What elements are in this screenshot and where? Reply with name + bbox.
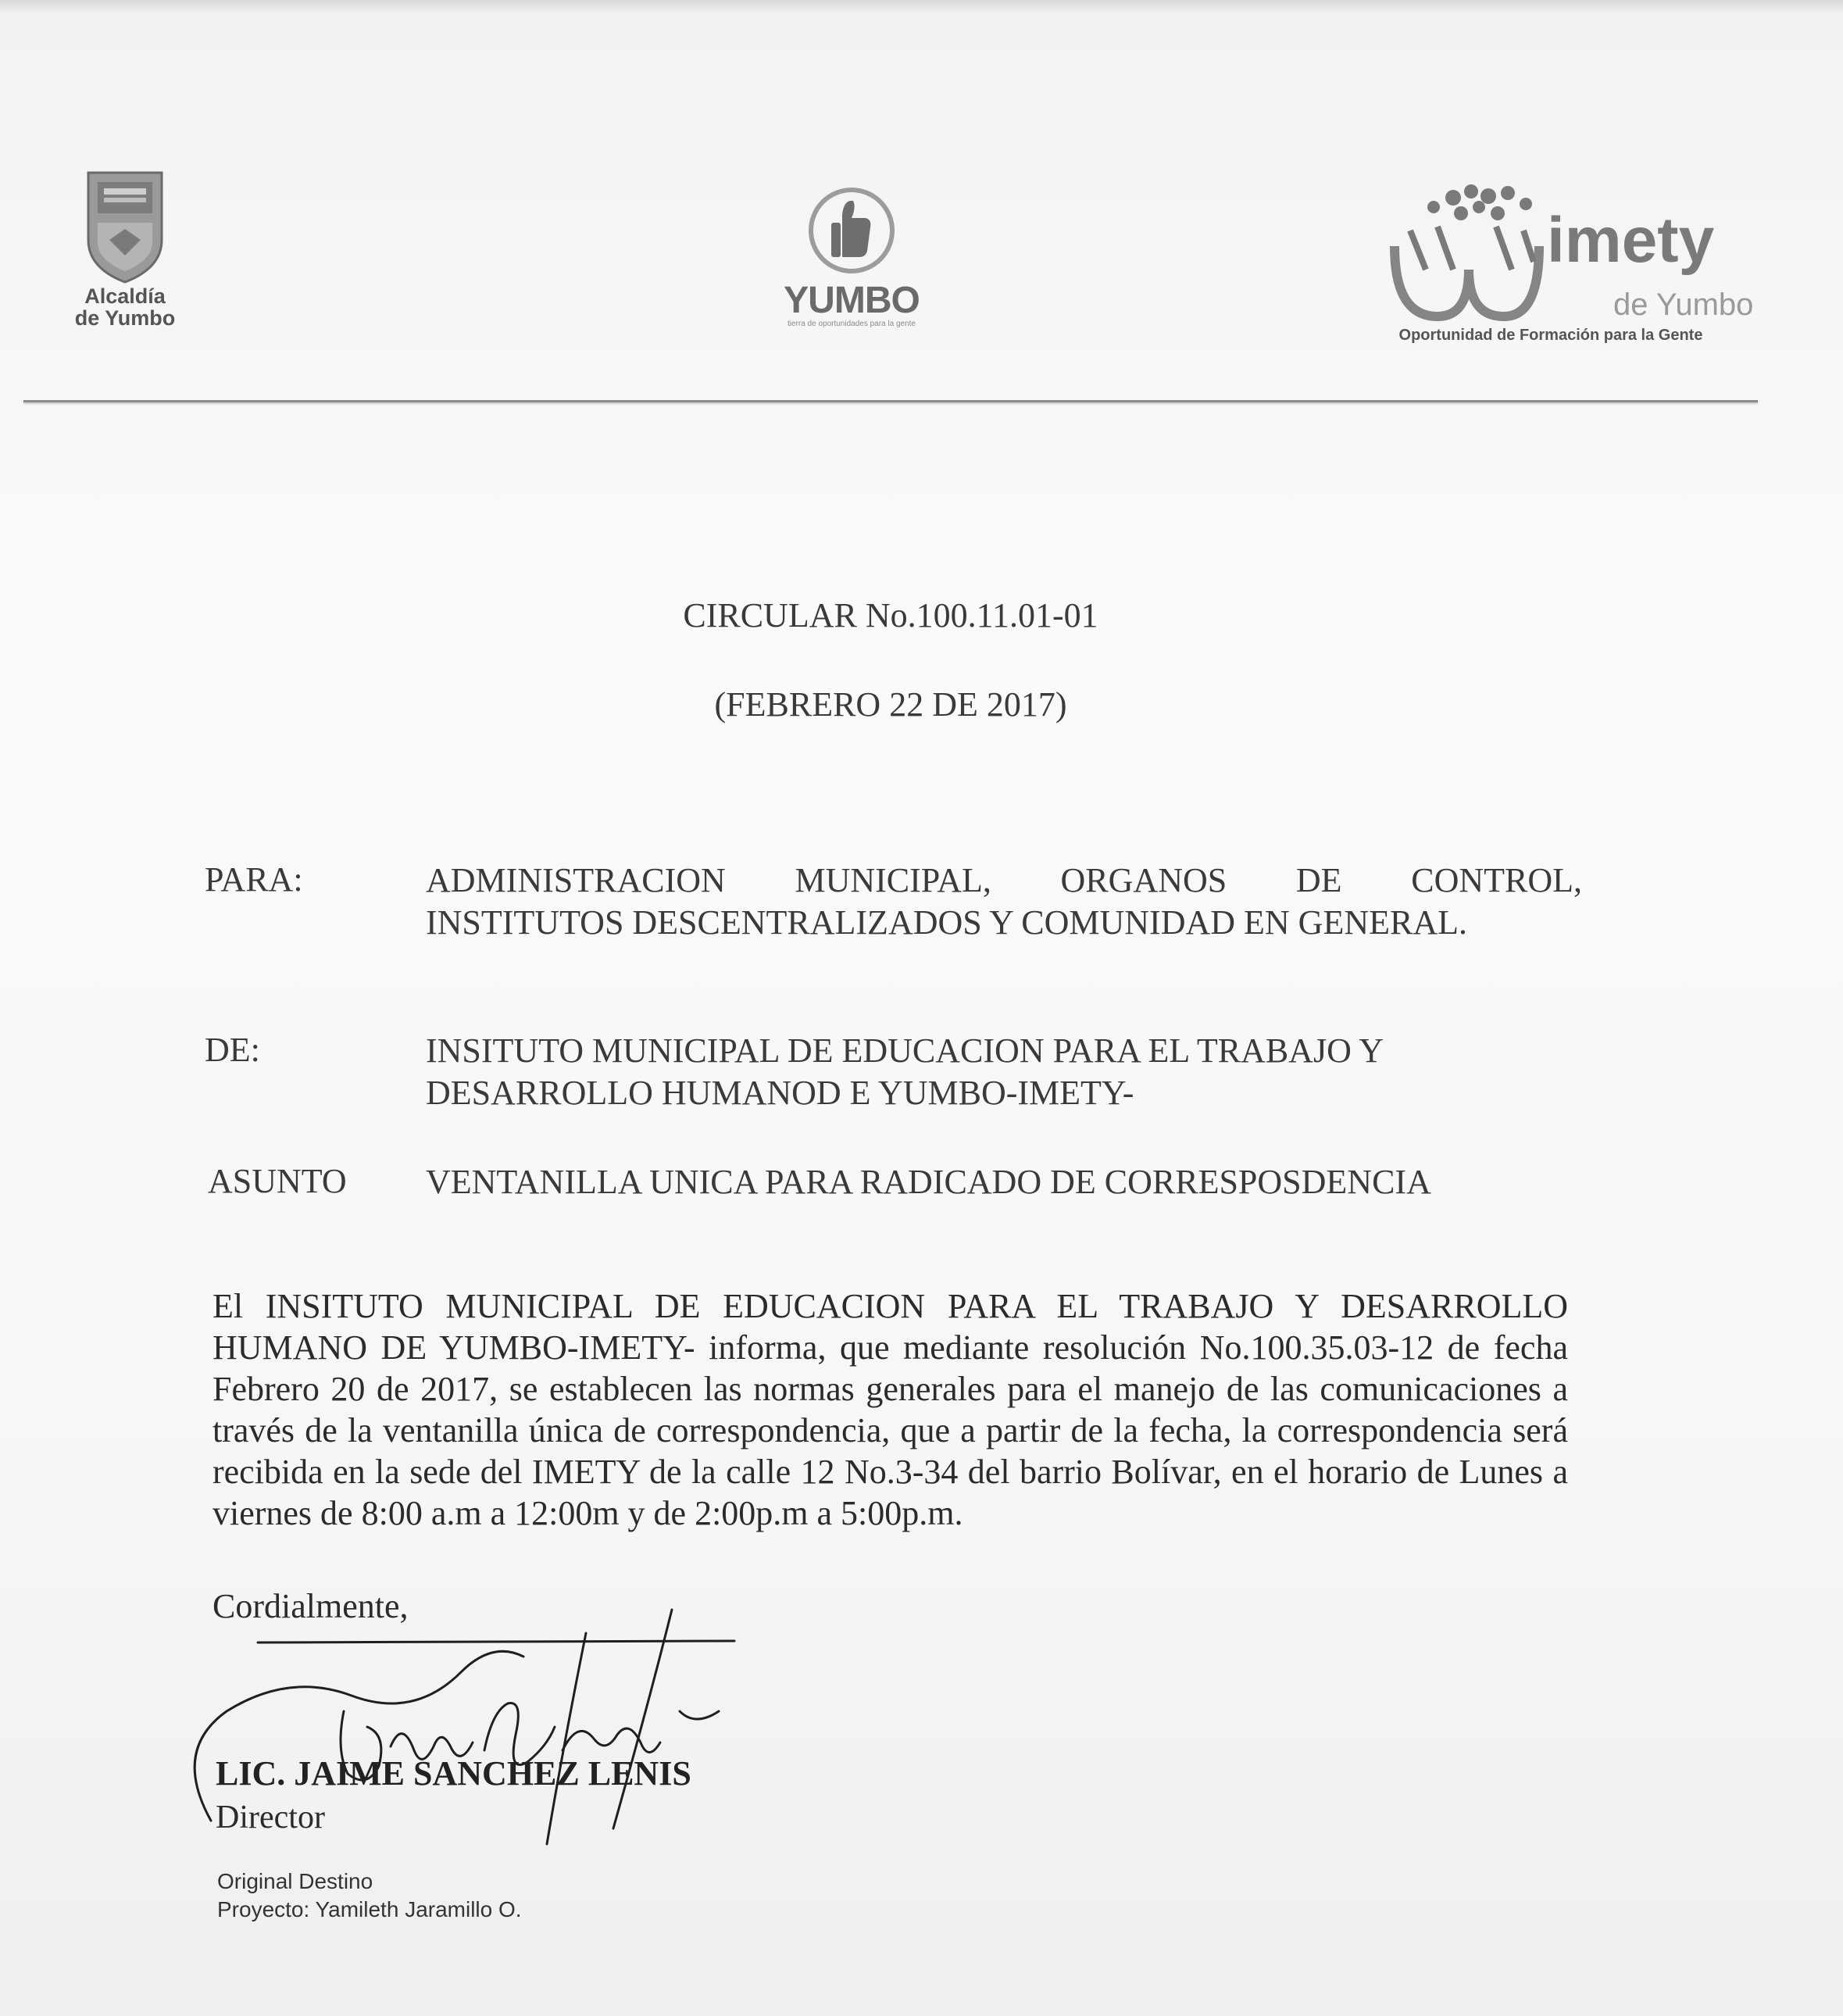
de-line-2: DESARROLLO HUMANOD E YUMBO-IMETY- (426, 1074, 1134, 1112)
circular-number: CIRCULAR No.100.11.01-01 (683, 596, 1098, 634)
signer-role: Director (216, 1800, 325, 1835)
yumbo-label: YUMBO (784, 280, 920, 321)
para-line-1: ADMINISTRACION MUNICIPAL, ORGANOS DE CONTROL, (426, 861, 1582, 899)
imety-logo (1379, 184, 1754, 352)
alcaldia-shield-icon (82, 168, 168, 285)
circular-date: (FEBRERO 22 DE 2017) (714, 685, 1067, 724)
asunto-value: VENTANILLA UNICA PARA RADICADO DE CORRESPOSDENCIA (426, 1163, 1431, 1201)
yumbo-logo (773, 184, 930, 340)
imety-subtitle: de Yumbo (1613, 288, 1754, 322)
asunto-label: ASUNTO (208, 1162, 347, 1200)
yumbo-thumb-icon (805, 184, 898, 285)
footnote-original-destino: Original Destino (217, 1869, 373, 1893)
para-value (426, 860, 1582, 944)
para-line-2: INSTITUTOS DESCENTRALIZADOS Y COMUNIDAD EN GENERAL. (426, 903, 1467, 942)
signer-name: LIC. JAIME SANCHEZ LENIS (216, 1754, 691, 1793)
header-divider (23, 400, 1758, 402)
para-label: PARA: (205, 860, 303, 899)
imety-logo-icon (1379, 184, 1754, 322)
alcaldia-label-line2: de Yumbo (74, 306, 176, 330)
alcaldia-logo (63, 168, 188, 340)
de-line-1: INSITUTO MUNICIPAL DE EDUCACION PARA EL TRABAJO Y (426, 1031, 1384, 1070)
body-paragraph: El INSITUTO MUNICIPAL DE EDUCACION PARA EL TRABAJO Y DESARROLLO HUMANO DE YUMBO-IMETY- informa, que mediante resolución No.100.35.03-12 de fecha Febrero 20 de 2017, se establecen las normas generales para el manejo de las comunicaciones a través de la ventanilla única de correspondencia, que a partir de la fecha, la correspondencia será recibida en la sede del IMETY de la calle 12 No.3-34 del barrio Bolívar, en el horario de Lunes a viernes de 8:00 a.m a 12:00m y de 2:00p.m a 5:00p.m. (213, 1287, 1568, 1532)
yumbo-tagline: tierra de oportunidades para la gente (787, 320, 916, 328)
imety-wordmark: imety (1547, 205, 1715, 276)
closing-salutation: Cordialmente, (213, 1587, 409, 1625)
scan-edge-shadow (0, 0, 1843, 14)
alcaldia-label-line1: Alcaldía (84, 284, 166, 308)
imety-tagline: Oportunidad de Formación para la Gente (1398, 327, 1703, 344)
footnote-proyecto: Proyecto: Yamileth Jaramillo O. (217, 1897, 522, 1921)
de-label: DE: (205, 1031, 260, 1069)
de-value (426, 1030, 1582, 1114)
